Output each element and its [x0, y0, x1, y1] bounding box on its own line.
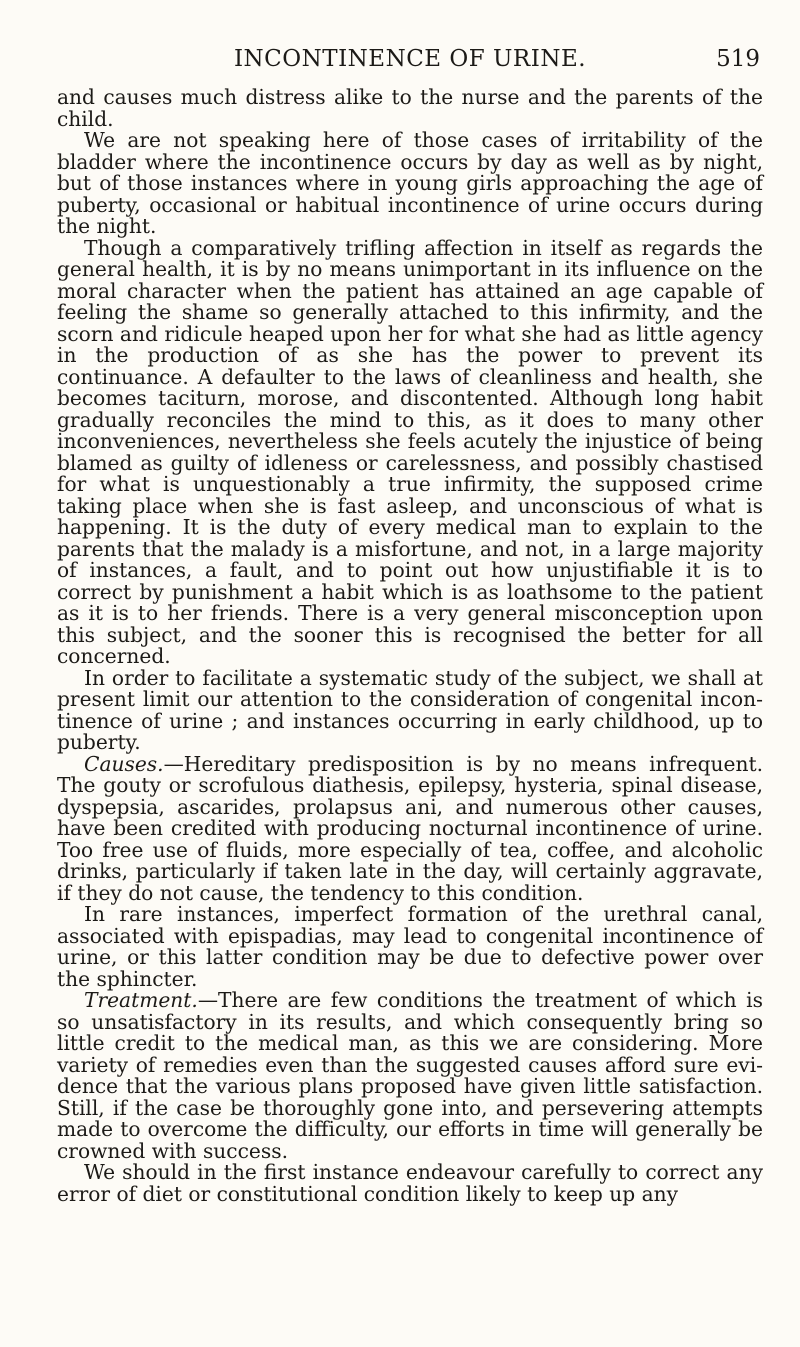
paragraph-text: Though a comparatively trifling affection in itself as regards the general health, it is by no means unimportant in its influence on the moral character when the patient has attained an age capable of feeling the shame so generally attached to this infirmity, and the scorn and ridicule heaped upon her for what she had as little agency in the production of as she has the power to prevent its continuance. A defaulter to the laws of cleanliness and health, she becomes taciturn, morose, and discontented. Although long habit gradually reconciles the mind to this, as it does to many other inconveniences, nevertheless she feels acutely the injustice of being blamed as guilty of idleness or carelessness, and possibly chastised for what is unquestionably a true infirmity, the supposed crime taking place when she is fast asleep, and unconscious of what is happening. It is the duty of every medical man to explain to the parents that the malady is a misfortune, and not, in a large majority of instances, a fault, and to point out how unjustifiable it is to correct by punishment a habit which is as loathsome to the patient as it is to her friends. There is a very general misconception upon this subject, and the sooner this is recognised the better for all concerned. [57, 235, 763, 668]
paragraph-text: —Hereditary predisposition is by no means infrequent. The gouty or scrofulous diathesis, epilepsy, hysteria, spinal disease, dyspepsia, ascarides, prolapsus ani, and numerous other causes, have been credited with producing nocturnal incontinence of urine. Too free use of fluids, more especially of tea, coffee, and alcoholic drinks, particularly if taken late in the day, will certainly aggravate, if they do not cause, the tendency to this condition. [57, 751, 763, 905]
paragraph-text: In rare instances, imperfect formation of the urethral canal, associated with epispadias, may lead to congenital incontinence of urine, or this latter condition may be due to defective power over the sphincter. [57, 902, 763, 991]
paragraph-text: We are not speaking here of those cases of irritability of the bladder where the incontinence occurs by day as well as by night, but of those instances where in young girls approaching the age of puberty, occasional or habitual incontinence of urine occurs during the night. [57, 128, 763, 238]
paragraph-first-instance [57, 1162, 763, 1205]
section-lead-causes: Causes. [84, 751, 164, 776]
paragraph-continuation [57, 87, 763, 130]
paragraph-text: and causes much distress alike to the nurse and the parents of the child. [57, 85, 763, 131]
running-title: INCONTINENCE OF URINE. [233, 46, 587, 72]
section-lead-treatment: Treatment. [84, 988, 198, 1012]
paragraph-causes [57, 751, 763, 905]
paragraph-text: —There are few conditions the treatment of which is so unsatisfactory in its results, and which consequently bring so little credit to the medical man, as this we are considering. More variety of remedies even than the suggested causes afford sure evidence that the various plans proposed have given little satisfaction. Still, if the case be thoroughly gone into, and persevering attempts made to overcome the difficulty, our efforts in time will generally be crowned with success. [57, 988, 763, 1163]
page-header [60, 36, 760, 76]
paragraph-treatment [57, 990, 763, 1162]
paragraph-text: In order to facilitate a systematic study of the subject, we shall at present limit our attention to the consideration of congenital incontinence of urine ; and instances occurring in early childhood, up to puberty. [57, 665, 763, 754]
paragraph-irritability [57, 130, 763, 238]
paragraph-moral-character [57, 235, 763, 668]
body-text [57, 87, 763, 1205]
paragraph-text: We should in the first instance endeavour carefully to correct any error of diet or constitutional condition likely to keep up any [57, 1160, 763, 1206]
page-number: 519 [716, 46, 760, 72]
paragraph-systematic-study [57, 665, 763, 754]
paragraph-urethral-canal [57, 904, 763, 990]
